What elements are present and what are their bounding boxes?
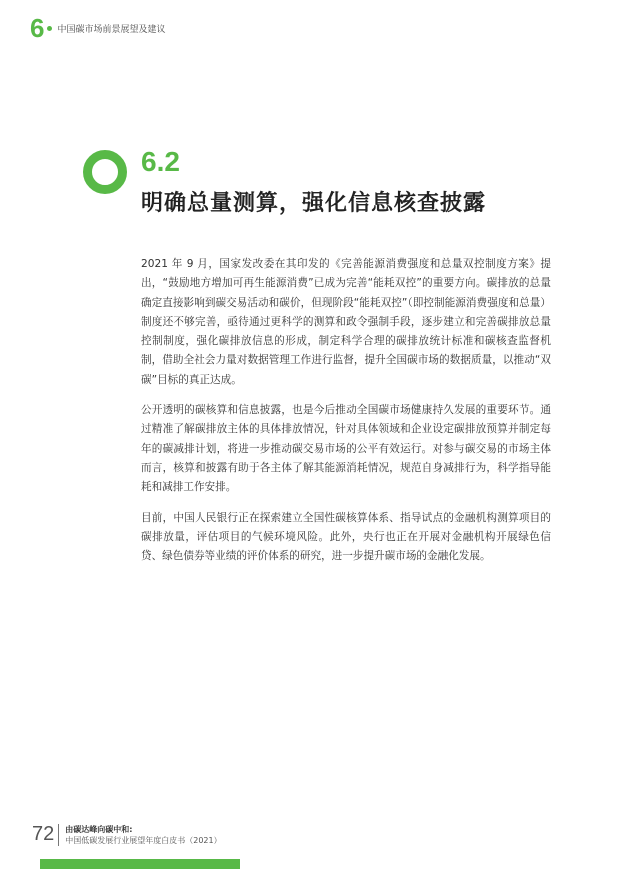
chapter-number: 6 — [30, 13, 45, 43]
paragraph: 2021 年 9 月，国家发改委在其印发的《完善能源消费强度和总量双控制度方案》提出，“鼓励地方增加可再生能源消费”已成为完善“能耗双控”的重要方向。碳排放的总量确定直接影响到碳交易活动和碳价，但现阶段“能耗双控”（即控制能源消费强度和总量）制度还不够完善，亟待通过更科学的测算和政令强制手段，逐步建立和完善碳排放总量控制制度，强化碳排放信息的形成，制定科学合理的碳排放统计标准和碳核查监督机制，借助全社会力量对数据管理工作进行监督，提升全国碳市场的数据质量，以推动“双碳”目标的真正达成。 — [141, 258, 551, 386]
ring-icon — [83, 150, 127, 194]
footer-accent-bar — [40, 859, 240, 869]
page-number: 72 — [32, 823, 55, 845]
paragraph: 公开透明的碳核算和信息披露，也是今后推动全国碳市场健康持久发展的重要环节。通过精准了解碳排放主体的具体排放情况，针对具体领域和企业设定碳排放预算并制定每年的碳减排计划，将进一步推动碳交易市场的公平有效运行。对参与碳交易的市场主体而言，核算和披露有助于各主体了解其能源消耗情况，规范自身减排行为，科学指导能耗和减排工作安排。 — [141, 404, 551, 494]
publication-title-line2: 中国低碳发展行业展望年度白皮书（2021） — [65, 835, 222, 845]
footer-divider — [58, 824, 59, 846]
body-text — [141, 255, 551, 577]
section-number: 6.2 — [141, 146, 180, 177]
publication-title — [65, 824, 221, 846]
section-title: 明确总量测算，强化信息核查披露 — [141, 191, 487, 216]
chapter-title: 中国碳市场前景展望及建议 — [57, 24, 166, 35]
publication-title-line1: 由碳达峰向碳中和: — [65, 824, 133, 834]
bullet-dot-icon — [47, 26, 52, 31]
page-footer — [32, 823, 222, 846]
running-header — [30, 13, 166, 43]
paragraph: 目前，中国人民银行正在探索建立全国性碳核算体系、指导试点的金融机构测算项目的碳排放量，评估项目的气候环境风险。此外，央行也正在开展对金融机构开展绿色信贷、绿色债券等业绩的评价体系的研究，进一步提升碳市场的金融化发展。 — [141, 511, 551, 563]
